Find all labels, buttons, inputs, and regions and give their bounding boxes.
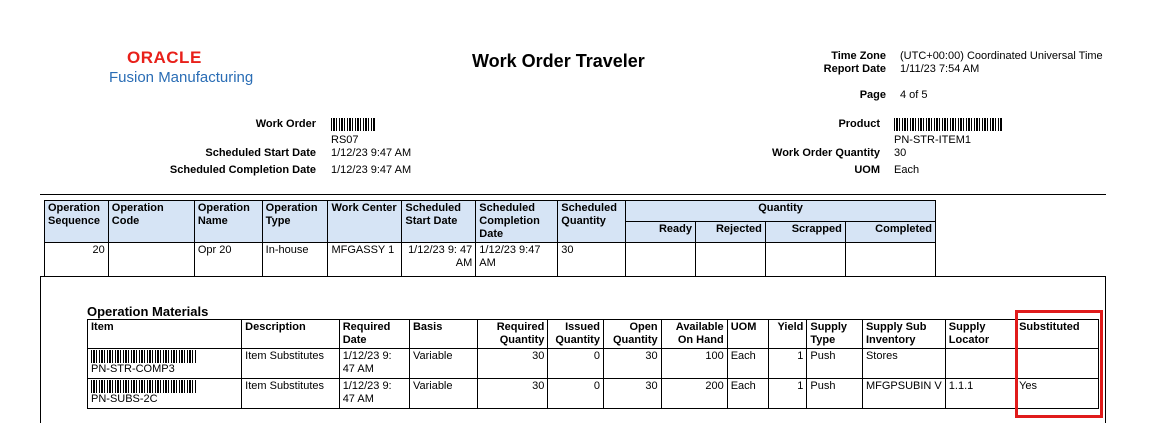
product-barcode	[894, 118, 1002, 131]
uom-label: UOM	[854, 164, 880, 176]
table-cell: Stores	[862, 349, 945, 379]
completion-date-label: Scheduled Completion Date	[169, 164, 316, 176]
table-cell	[695, 243, 765, 277]
mat-header: Substituted	[1016, 320, 1099, 349]
materials-title: Operation Materials	[87, 304, 209, 319]
op-header: Scheduled Completion Date	[476, 201, 558, 243]
work-order-value: RS07	[331, 134, 359, 146]
mat-header: Item	[88, 320, 242, 349]
substituted-highlight-box	[1015, 310, 1103, 418]
table-cell: Item Substitutes	[242, 379, 340, 409]
start-date-value: 1/12/23 9:47 AM	[331, 147, 412, 159]
table-cell	[845, 243, 935, 277]
table-row	[88, 379, 1099, 409]
oracle-logo: ORACLE	[127, 48, 202, 67]
table-row	[88, 349, 1099, 379]
mat-header: Supply Sub Inventory	[862, 320, 945, 349]
mat-header: Required Quantity	[478, 320, 548, 349]
completion-date-value: 1/12/23 9:47 AM	[331, 164, 412, 176]
report-date-value: 1/11/23 7:54 AM	[900, 63, 980, 75]
work-order-quantity-label: Work Order Quantity	[772, 147, 880, 159]
op-header: Operation Sequence	[45, 201, 109, 243]
quantity-subheader: Scrapped	[765, 222, 845, 243]
work-order-barcode	[331, 118, 376, 131]
report-title: Work Order Traveler	[472, 51, 645, 71]
table-cell: Each	[727, 349, 768, 379]
right-border	[1105, 277, 1106, 423]
table-cell	[945, 349, 1015, 379]
page-value: 4 of 5	[900, 89, 928, 101]
uom-value: Each	[894, 164, 920, 176]
table-cell: 20	[45, 243, 109, 277]
table-cell: Each	[727, 379, 768, 409]
item-number: PN-STR-COMP3	[91, 363, 175, 375]
table-cell: Push	[807, 349, 863, 379]
left-border	[40, 277, 41, 423]
table-cell: Variable	[409, 349, 477, 379]
quantity-subheader: Completed	[845, 222, 935, 243]
mat-header: Description	[242, 320, 340, 349]
table-cell: Yes	[1016, 379, 1099, 409]
work-order-label: Work Order	[255, 118, 316, 130]
table-cell: 0	[548, 379, 604, 409]
mat-header: Issued Quantity	[548, 320, 604, 349]
product-line: Fusion Manufacturing	[109, 69, 254, 86]
table-cell	[765, 243, 845, 277]
table-row	[45, 243, 936, 277]
quantity-header: Quantity	[626, 201, 936, 222]
table-cell: MFGASSY 1	[328, 243, 402, 277]
table-cell: 30	[478, 349, 548, 379]
product-label: Product	[838, 118, 880, 130]
table-cell: 1	[768, 379, 807, 409]
item-cell	[88, 349, 242, 379]
mat-header: Supply Type	[807, 320, 863, 349]
item-barcode	[91, 380, 197, 393]
materials-table	[87, 319, 1099, 409]
table-cell: 1/12/23 9:47 AM	[476, 243, 558, 277]
mat-header: Required Date	[339, 320, 409, 349]
table-cell: 30	[558, 243, 626, 277]
table-cell: Opr 20	[194, 243, 262, 277]
table-cell: 1/12/23 9: 47 AM	[339, 379, 409, 409]
table-cell: 30	[478, 379, 548, 409]
operations-table	[44, 200, 936, 277]
work-order-quantity-value: 30	[894, 147, 907, 159]
table-cell: Push	[807, 379, 863, 409]
start-date-label: Scheduled Start Date	[205, 147, 316, 159]
table-cell: 100	[661, 349, 727, 379]
table-cell	[108, 243, 194, 277]
quantity-subheader: Rejected	[695, 222, 765, 243]
mat-header: Supply Locator	[945, 320, 1015, 349]
section-divider	[40, 194, 1106, 195]
mat-header: Yield	[768, 320, 807, 349]
mat-header: Basis	[409, 320, 477, 349]
table-cell: Variable	[409, 379, 477, 409]
op-header: Scheduled Quantity	[558, 201, 626, 243]
op-header: Operation Code	[108, 201, 194, 243]
op-header: Operation Name	[194, 201, 262, 243]
page-label: Page	[859, 89, 886, 101]
mat-header: UOM	[727, 320, 768, 349]
time-zone-label: Time Zone	[831, 50, 886, 62]
table-cell: 1.1.1	[945, 379, 1015, 409]
table-cell: 1/12/23 9: 47 AM	[339, 349, 409, 379]
item-barcode	[91, 350, 197, 363]
time-zone-value: (UTC+00:00) Coordinated Universal Time	[900, 50, 1103, 62]
table-cell: 1	[768, 349, 807, 379]
table-cell: 200	[661, 379, 727, 409]
quantity-subheader: Ready	[626, 222, 696, 243]
mat-header: Open Quantity	[603, 320, 661, 349]
product-value: PN-STR-ITEM1	[894, 134, 971, 146]
op-header: Work Center	[328, 201, 402, 243]
item-number: PN-SUBS-2C	[91, 393, 158, 405]
op-header: Scheduled Start Date	[402, 201, 476, 243]
table-cell: 30	[603, 349, 661, 379]
table-cell: 0	[548, 349, 604, 379]
table-cell: 30	[603, 379, 661, 409]
table-cell: MFGPSUBIN V	[862, 379, 945, 409]
table-cell: In-house	[262, 243, 328, 277]
report-date-label: Report Date	[823, 63, 886, 75]
mat-header: Available On Hand	[661, 320, 727, 349]
op-header: Operation Type	[262, 201, 328, 243]
item-cell	[88, 379, 242, 409]
table-cell: 1/12/23 9: 47 AM	[402, 243, 476, 277]
table-cell: Item Substitutes	[242, 349, 340, 379]
table-cell	[626, 243, 696, 277]
